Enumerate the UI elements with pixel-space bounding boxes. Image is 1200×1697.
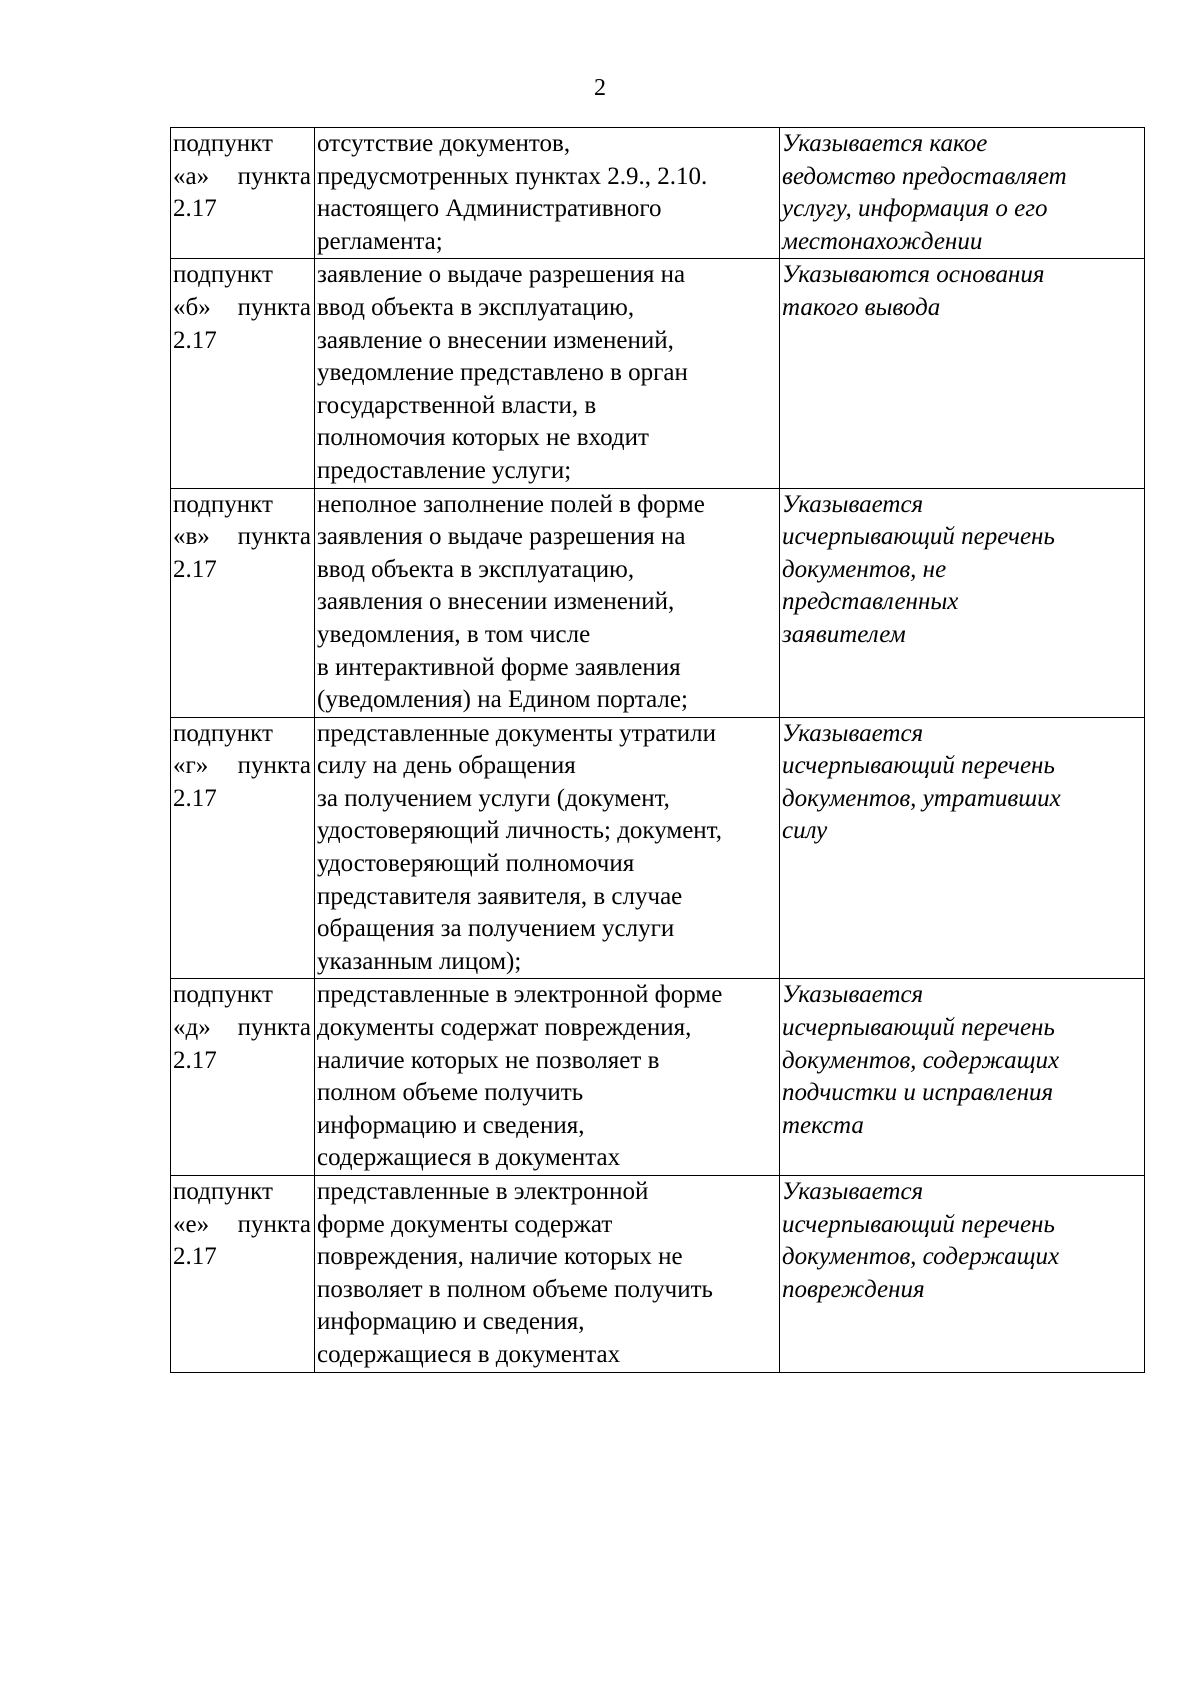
ref-line: «д» пункта [173,1014,311,1042]
ref-line: подпункт [173,1178,273,1205]
explanation-line: текста [782,1111,864,1139]
ref-line: «г» пункта [173,752,311,780]
explanation-cell [780,259,1145,488]
reason-line: полном объеме получить [317,1079,584,1107]
reason-line: удостоверяющий полномочия [317,850,635,878]
reason-line: ввод объекта в эксплуатацию, [317,293,635,321]
ref-line: «б» пункта [173,293,311,321]
reason-cell [315,1176,780,1373]
table-row [171,259,1145,488]
ref-line: 2.17 [173,195,217,223]
reason-line: государственной власти, в [317,391,597,419]
explanation-line: Указывается [782,981,924,1009]
grounds-table [170,127,1145,1373]
ref-line: подпункт [173,490,273,518]
page-number: 2 [594,75,606,101]
ref-line: подпункт [173,981,273,1009]
explanation-line: такого вывода [782,293,941,321]
ref-line: 2.17 [173,1046,217,1074]
reason-line: в интерактивной форме заявления [317,653,681,681]
reason-line: информацию и сведения, [317,1111,585,1139]
reason-line: представителя заявителя, в случае [317,882,683,910]
ref-cell [171,259,315,488]
reason-cell [315,128,780,259]
ref-cell [171,128,315,259]
explanation-line: местонахождении [782,227,983,255]
reason-line: указанным лицом); [317,947,522,975]
ref-line: подпункт [173,130,273,157]
reason-line: отсутствие документов, [317,130,571,157]
explanation-line: подчистки и исправления [782,1079,1054,1107]
explanation-line: Указывается [782,1178,924,1205]
table-row [171,128,1145,259]
explanation-line: документов, содержащих [782,1243,1060,1271]
reason-line: наличие которых не позволяет в [317,1046,660,1074]
ref-cell [171,717,315,979]
reason-line: предоставление услуги; [317,456,572,484]
reason-cell [315,259,780,488]
reason-line: настоящего Административного [317,195,662,223]
explanation-line: документов, утративших [782,784,1061,812]
reason-line: обращения за получением услуги [317,915,675,943]
reason-line: представленные в электронной форме [317,981,723,1009]
ref-cell [171,1176,315,1373]
explanation-line: силу [782,817,828,845]
reason-line: позволяет в полном объеме получить [317,1275,713,1303]
reason-line: содержащиеся в документах [317,1144,621,1172]
reason-line: силу на день обращения [317,752,576,780]
ref-line: 2.17 [173,326,217,354]
ref-line: подпункт [173,719,273,747]
reason-line: ввод объекта в эксплуатацию, [317,555,635,583]
reason-line: за получением услуги (документ, [317,784,670,812]
reason-line: регламента; [317,227,443,255]
reason-cell [315,488,780,717]
table-row [171,717,1145,979]
reason-line: представленные документы утратили [317,719,717,747]
reason-line: удостоверяющий личность; документ, [317,817,722,845]
reason-line: повреждения, наличие которых не [317,1243,683,1271]
reason-cell [315,979,780,1176]
explanation-line: услугу, информация о его [782,195,1048,223]
explanation-line: Указывается [782,719,924,747]
reason-line: заявления о выдаче разрешения на [317,523,686,551]
reason-line: уведомления, в том числе [317,620,591,648]
explanation-line: повреждения [782,1275,925,1303]
explanation-line: исчерпывающий перечень [782,752,1055,780]
ref-line: «е» пункта [173,1210,311,1238]
explanation-line: исчерпывающий перечень [782,1014,1055,1042]
table-row [171,979,1145,1176]
reason-line: уведомление представлено в орган [317,359,688,387]
explanation-line: Указываются основания [782,261,1045,289]
explanation-cell [780,979,1145,1176]
ref-line: «в» пункта [173,523,311,551]
ref-line: подпункт [173,261,273,289]
reason-line: форме документы содержат [317,1210,613,1238]
reason-line: предусмотренных пунктах 2.9., 2.10. [317,162,708,190]
reason-line: неполное заполнение полей в форме [317,490,705,518]
reason-cell [315,717,780,979]
table-row [171,488,1145,717]
explanation-cell [780,1176,1145,1373]
reason-line: (уведомления) на Едином портале; [317,686,688,714]
reason-line: информацию и сведения, [317,1308,585,1336]
explanation-line: Указывается [782,490,924,518]
explanation-line: Указывается какое [782,130,988,157]
explanation-cell [780,128,1145,259]
explanation-line: документов, не [782,555,947,583]
ref-line: 2.17 [173,784,217,812]
ref-cell [171,488,315,717]
ref-line: «а» пункта [173,162,311,190]
explanation-cell [780,717,1145,979]
reason-line: содержащиеся в документах [317,1340,621,1368]
ref-cell [171,979,315,1176]
explanation-line: ведомство предоставляет [782,162,1067,190]
reason-line: заявление о внесении изменений, [317,326,674,354]
reason-line: документы содержат повреждения, [317,1014,692,1042]
ref-line: 2.17 [173,555,217,583]
reason-line: представленные в электронной [317,1178,649,1205]
explanation-line: документов, содержащих [782,1046,1060,1074]
explanation-line: исчерпывающий перечень [782,523,1055,551]
ref-line: 2.17 [173,1243,217,1271]
reason-line: заявление о выдаче разрешения на [317,261,686,289]
reason-line: заявления о внесении изменений, [317,588,675,616]
reason-line: полномочия которых не входит [317,424,649,452]
explanation-cell [780,488,1145,717]
explanation-line: представленных [782,588,959,616]
explanation-line: исчерпывающий перечень [782,1210,1055,1238]
table-row [171,1176,1145,1373]
explanation-line: заявителем [782,620,906,648]
